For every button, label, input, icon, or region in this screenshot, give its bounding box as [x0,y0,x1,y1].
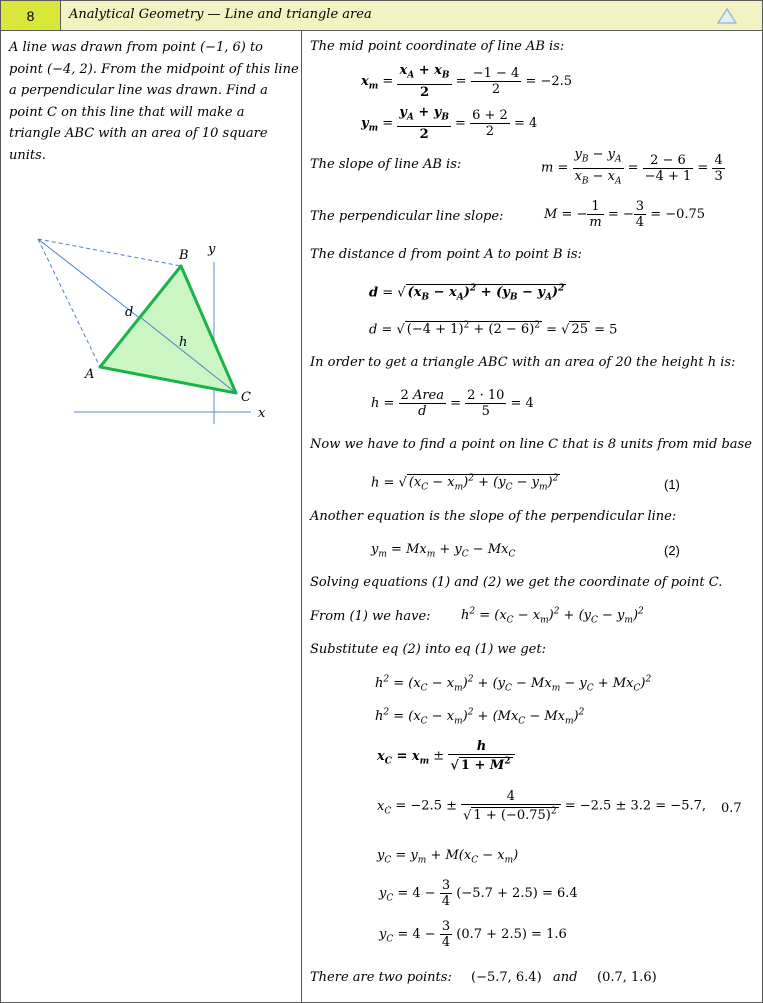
label-c: C [241,390,251,405]
slope-intro: The slope of line AB is: [310,157,462,172]
point-1: (−5.7, 6.4) [471,970,542,985]
label-y: y [208,242,216,257]
height-equation: h = $\frac{\text{2 Area}}{d}$ = $\frac{2 \cdot 10}{5}$ = 4 [371,388,534,419]
dashed-line-left [38,239,100,367]
yc-value-2: $y_C = 4$ − $\frac{3}{4}$ (0.7 + 2.5) = 1.6 [379,919,567,950]
dashed-line-top [38,239,181,266]
label-b: B [179,248,189,263]
distance-result: = 5 [594,322,618,338]
substituted-eq-2: $h^2 = (x_C - x_m)^2 + (Mx_C - Mx_m)^2$ [375,708,585,727]
yc-formula: $y_C = y_m + M(x_C - x_m)$ [377,848,519,866]
h-squared-eq: $h^2 = (x_C - x_m)^2 + (y_C - y_m)^2$ [461,607,644,626]
yc2-result: (0.7 + 2.5) = 1.6 [456,927,567,942]
find-intro: Now we have to find a point on line C that is 8 units from mid base [310,437,752,452]
distance-value: d = √ $(-4 + 1)^2 + (2 - 6)^2$ = √ 25 = 5 [369,321,618,338]
perp-result: = −0.75 [650,207,706,222]
perp-equation: M = − $\frac{1}{m}$ = − $\frac{3}{4}$ = −0.75 [544,199,706,230]
label-h: h [179,335,188,350]
yc1-result: (−5.7 + 2.5) = 6.4 [456,886,578,901]
from-1-text: From (1) we have: [310,609,431,624]
triangle-abc [100,266,236,393]
height-intro: In order to get a triangle ABC with an area of 20 the height h is: [310,355,736,370]
header-bar [1,1,762,31]
conclusion-label: There are two points: [310,970,452,985]
ym-result: = 4 [513,115,538,131]
equation-1-number: (1) [664,477,680,492]
equation-1: h = √ $(x_C - x_m)^2 + (y_C - y_m)^2$ [371,474,559,493]
equation-2-number: (2) [664,543,680,558]
perp-intro: The perpendicular line slope: [310,209,504,224]
problem-statement: A line was drawn from point (−1, 6) to point (−4, 2). From the midpoint of this line a perpendicular line was drawn. Find a point C on this line that will make a triangle ABC with an area of 10 square units. [9,40,299,163]
substituted-eq-1: $h^2 = (x_C - x_m)^2 + (y_C - Mx_m - y_C + Mx_C)^2$ [375,675,652,694]
point-2: (0.7, 1.6) [597,970,657,985]
xc-formula: $x_C = x_m$ ± $\frac{h}{√ 1 + M^2}$ [377,739,515,773]
slope-equation: m = $\frac{y_B - y_A}{x_B - x_A}$ = $\frac{2 - 6}{-4 + 1}$ = $\frac{4}{3}$ [541,147,723,187]
substitute-text: Substitute eq (2) into eq (1) we get: [310,642,546,657]
ym-equation: $y_m$ = $\frac{y_A + y_B}{2}$ = $\frac{6 + 2}{2}$ = 4 [361,105,538,142]
height-result: = 4 [510,396,534,411]
triangle-up-icon[interactable] [716,7,738,25]
label-x: x [258,406,266,421]
equation-2: $y_m = Mx_m + y_C - Mx_C$ [371,542,516,560]
xc-value: $x_C = -2.5$ ± $\frac{4}{√ 1 + (-0.75)^2}$ = −2.5 ± 3.2 = −5.7, [377,789,706,824]
label-a: A [85,367,95,382]
problem-number: 8 [1,1,61,30]
xm-result: = −2.5 [525,73,573,89]
label-d: d [125,305,134,320]
slope-eq-intro: Another equation is the slope of the perpendicular line: [310,509,677,524]
page-title: Analytical Geometry — Line and triangle area [69,7,372,22]
distance-formula: d = √ $(x_B - x_A)^2 + (y_B - y_A)^2$ [369,284,565,303]
xc-second-value: 0.7 [721,801,742,816]
midpoint-intro: The mid point coordinate of line AB is: [310,39,565,54]
distance-intro: The distance d from point A to point B is: [310,247,582,262]
triangle-figure [21,229,291,439]
xc-result: = −2.5 ± 3.2 = −5.7, [564,798,706,814]
yc-value-1: $y_C = 4$ − $\frac{3}{4}$ (−5.7 + 2.5) = 6.4 [379,878,578,909]
column-divider [301,31,302,1002]
and-label: and [553,970,578,985]
xm-equation: $x_m$ = $\frac{x_A + x_B}{2}$ = $\frac{-1 - 4}{2}$ = −2.5 [361,63,573,100]
solving-text: Solving equations (1) and (2) we get the coordinate of point C. [310,575,723,590]
